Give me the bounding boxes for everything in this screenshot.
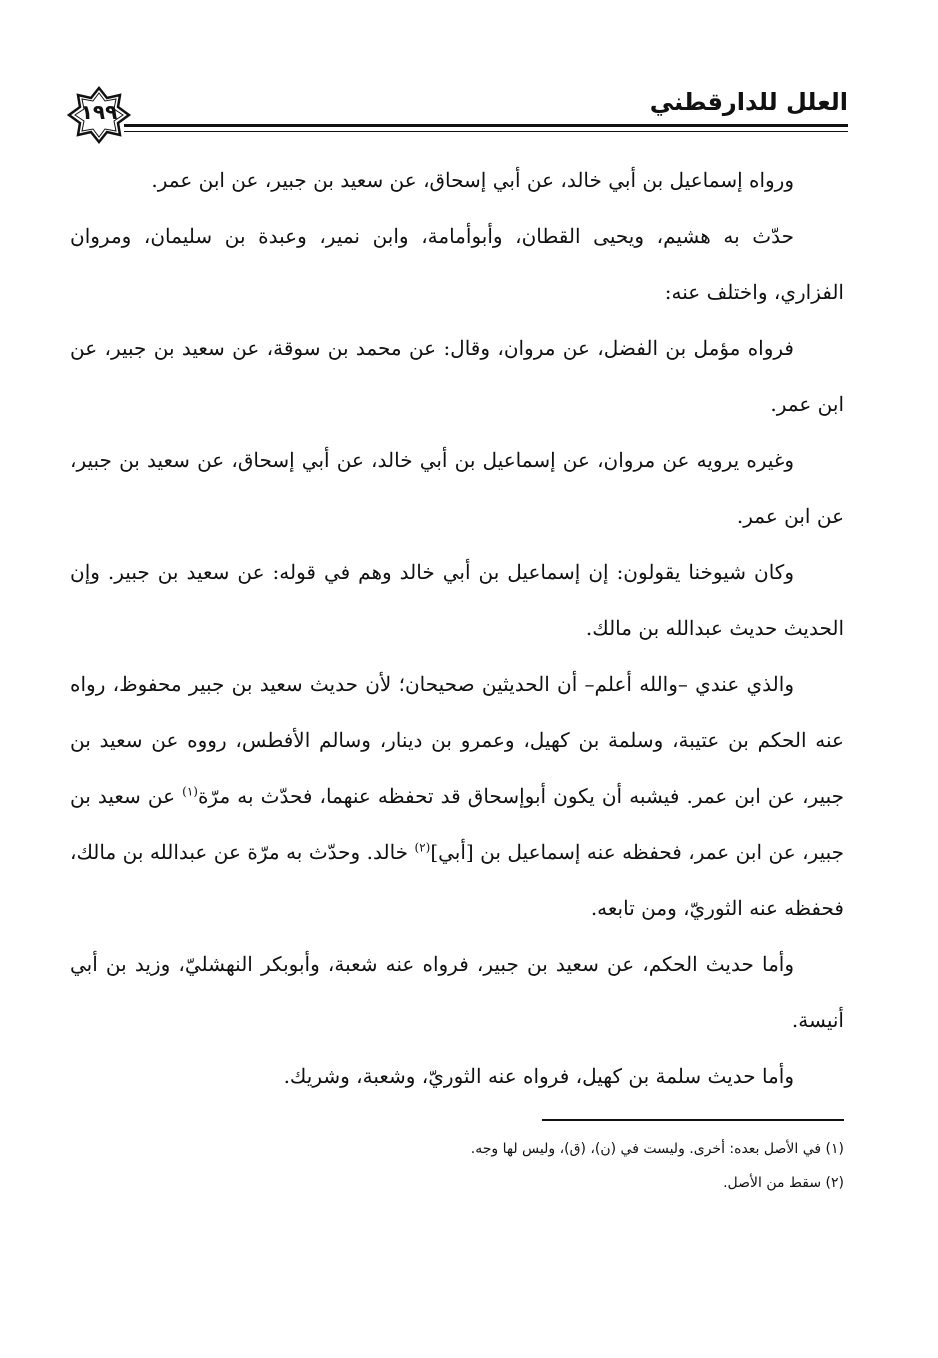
paragraph-2: حدّث به هشيم، ويحيى القطان، وأبوأمامة، وابن نمير، وعبدة بن سليمان، ومروان الفزاري، واختلف عنه: [70, 224, 844, 304]
paragraph-4: وغيره يرويه عن مروان، عن إسماعيل بن أبي خالد، عن أبي إسحاق، عن سعيد بن جبير، عن ابن عمر. [70, 448, 844, 528]
paragraph-5: وكان شيوخنا يقولون: إن إسماعيل بن أبي خالد وهم في قوله: عن سعيد بن جبير. وإن الحديث حديث عبدالله بن مالك. [70, 560, 844, 640]
header-rule-thick [124, 124, 848, 127]
footnote-separator [542, 1119, 844, 1121]
footnotes [200, 1132, 844, 1200]
paragraph-1: ورواه إسماعيل بن أبي خالد، عن أبي إسحاق، عن سعيد بن جبير، عن ابن عمر. [151, 168, 794, 192]
paragraph-7: وأما حديث الحكم، عن سعيد بن جبير، فرواه عنه شعبة، وأبوبكر النهشليّ، وزيد بن أبي أنيسة. [70, 952, 844, 1032]
running-title: العلل للدارقطني [649, 88, 848, 116]
paragraph-6-part-b: عن سعيد بن جبير، عن ابن عمر، فحفظه عنه إسماعيل بن [أبي] [70, 784, 844, 864]
page-number-badge [66, 86, 132, 144]
paragraph-6-part-a: والذي عندي –والله أعلم– أن الحديثين صحيحان؛ لأن حديث سعيد بن جبير محفوظ، رواه عنه الحكم بن عتيبة، وسلمة بن كهيل، وعمرو بن دينار، وسالم الأفطس، رووه عن سعيد بن جبير، عن ابن عمر. فيشبه أن يكون أبوإسحاق قد تحفظه عنهما، فحدّث به مرّة [70, 672, 845, 808]
body-text [70, 152, 844, 1104]
paragraph-3: فرواه مؤمل بن الفضل، عن مروان، وقال: عن محمد بن سوقة، عن سعيد بن جبير، عن ابن عمر. [70, 336, 844, 416]
paragraph-6-part-c: خالد. وحدّث به مرّة عن عبدالله بن مالك، فحفظه عنه الثوريّ، ومن تابعه. [70, 840, 844, 920]
paragraph-6 [70, 656, 844, 936]
footnote-1: (١) في الأصل بعده: أخرى. وليست في (ن)، (ق)، وليس لها وجه. [470, 1141, 844, 1157]
paragraph-8: وأما حديث سلمة بن كهيل، فرواه عنه الثوريّ، وشعبة، وشريك. [283, 1064, 794, 1088]
footnote-ref-2: (٢) [414, 840, 431, 855]
footnote-2: (٢) سقط من الأصل. [723, 1175, 844, 1191]
page-number: ١٩٩ [80, 100, 118, 124]
page-header [66, 78, 848, 148]
header-rule-thin [124, 131, 848, 132]
footnote-ref-1: (١) [182, 784, 198, 799]
